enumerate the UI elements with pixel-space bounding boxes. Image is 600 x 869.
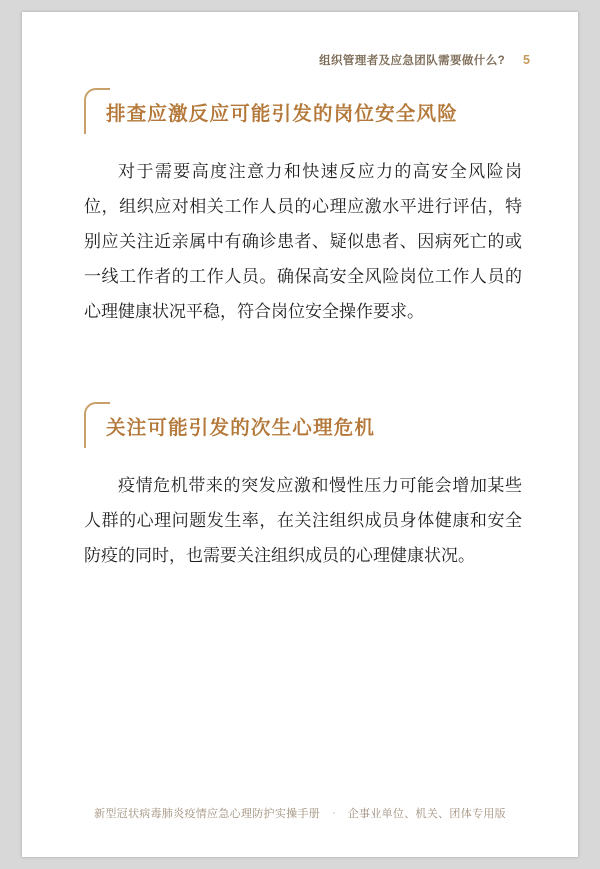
page-footer: [22, 805, 578, 821]
section-one: [84, 88, 526, 330]
bracket-ornament-icon: [84, 88, 110, 134]
document-page: [22, 12, 578, 857]
footer-left-text: 新型冠状病毒肺炎疫情应急心理防护实操手册: [94, 808, 321, 820]
section-two-heading-text: 关注可能引发的次生心理危机: [106, 416, 376, 439]
section-two: [84, 402, 526, 574]
section-one-heading-text: 排查应激反应可能引发的岗位安全风险: [106, 102, 458, 125]
bracket-ornament-icon: [84, 402, 110, 448]
footer-separator: ·: [332, 807, 336, 819]
footer-right-text: 企事业单位、机关、团体专用版: [347, 808, 506, 820]
section-one-heading: [84, 88, 526, 137]
header-title: 组织管理者及应急团队需要做什么?: [319, 55, 506, 67]
section-one-paragraph: 对于需要高度注意力和快速反应力的高安全风险岗位，组织应对相关工作人员的心理应激水平进行评估，特别应关注近亲属中有确诊患者、疑似患者、因病死亡的或一线工作者的工作人员。确保高安全风险岗位工作人员的心理健康状况平稳，符合岗位安全操作要求。: [84, 162, 522, 322]
section-two-paragraph: 疫情危机带来的突发应激和慢性压力可能会增加某些人群的心理问题发生率，在关注组织成员身体健康和安全防疫的同时，也需要关注组织成员的心理健康状况。: [84, 476, 522, 567]
section-two-heading: [84, 402, 526, 451]
running-header: [319, 52, 530, 68]
page-number: 5: [523, 53, 530, 67]
